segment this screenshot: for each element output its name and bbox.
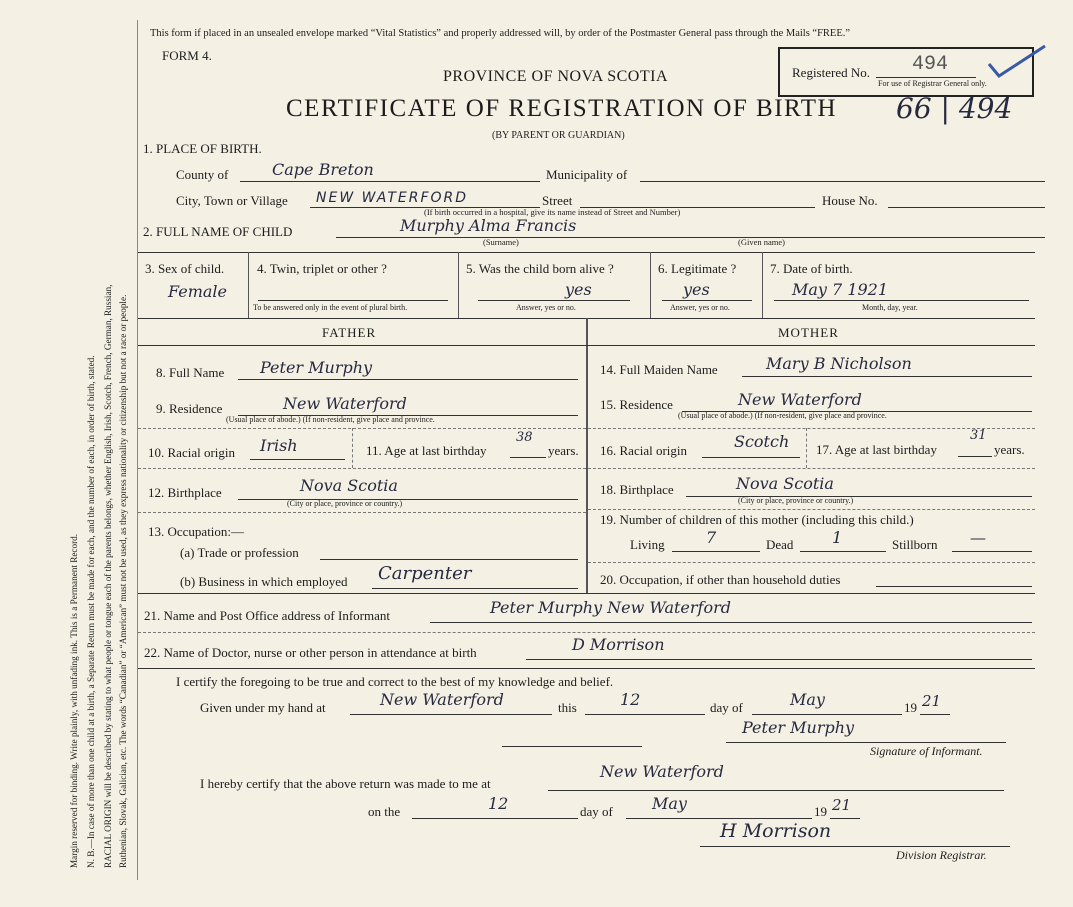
mother-name-value: Mary B Nicholson <box>766 354 912 373</box>
dead-value: 1 <box>832 528 843 547</box>
registered-number: 494 <box>912 53 949 76</box>
registrar-place-value: New Waterford <box>600 762 724 781</box>
mother-name-label: 14. Full Maiden Name <box>600 362 718 377</box>
registrar-dayof-label: day of <box>580 804 613 819</box>
house-number-label: House No. <box>822 193 878 208</box>
informant-label: 21. Name and Post Office address of Informant <box>144 608 390 623</box>
mother-age-value: 31 <box>970 428 987 443</box>
mother-birthplace-note: (City or place, province or country.) <box>738 496 854 505</box>
margin-note-1: Margin reserved for binding. Write plainly, with unfading ink. This is a Permanent Record. <box>69 533 79 868</box>
mother-heading: MOTHER <box>778 325 839 340</box>
mother-racial-value: Scotch <box>734 432 790 451</box>
date-of-birth-value: May 7 1921 <box>792 280 889 299</box>
place-of-birth-label: 1. PLACE OF BIRTH. <box>143 141 262 156</box>
father-racial-value: Irish <box>260 436 298 455</box>
certify-day-value: 12 <box>620 690 641 709</box>
father-age-value: 38 <box>516 430 533 445</box>
legitimate-label: 6. Legitimate ? <box>658 261 737 276</box>
doctor-label: 22. Name of Doctor, nurse or other person in attendance at birth <box>144 645 477 660</box>
postal-notice: This form if placed in an unsealed envelope marked “Vital Statistics” and properly addressed will, by order of the Postmaster General pass through the Mails “FREE.” <box>150 28 851 39</box>
mother-residence-label: 15. Residence <box>600 397 673 412</box>
mother-children-label: 19. Number of children of this mother (including this child.) <box>600 512 914 527</box>
twin-label: 4. Twin, triplet or other ? <box>257 261 387 276</box>
checkmark-icon <box>985 42 1050 82</box>
father-birthplace-note: (City or place, province or country.) <box>287 499 403 508</box>
certify-dayof-label: day of <box>710 700 743 715</box>
registrar-text: I hereby certify that the above return was made to me at <box>200 776 491 791</box>
child-name-label: 2. FULL NAME OF CHILD <box>143 224 293 239</box>
margin-divider <box>137 20 138 880</box>
dead-label: Dead <box>766 537 794 552</box>
surname-note: (Surname) <box>483 237 519 247</box>
mother-racial-label: 16. Racial origin <box>600 443 688 458</box>
legitimate-note: Answer, yes or no. <box>670 303 730 312</box>
twin-note: To be answered only in the event of plural birth. <box>253 303 408 312</box>
province-heading: PROVINCE OF NOVA SCOTIA <box>443 68 669 85</box>
certify-this-label: this <box>558 700 577 715</box>
stillborn-value: — <box>970 528 986 547</box>
father-age-label: 11. Age at last birthday <box>366 443 487 458</box>
date-of-birth-label: 7. Date of birth. <box>770 261 853 276</box>
father-residence-note: (Usual place of abode.) (If non-resident, give place and province. <box>226 415 435 424</box>
certificate-title: CERTIFICATE OF REGISTRATION OF BIRTH <box>286 95 838 122</box>
signature-of-informant-label: Signature of Informant. <box>870 744 983 758</box>
given-name-note: (Given name) <box>738 237 785 247</box>
certify-year-prefix: 19 <box>904 700 917 715</box>
sex-label: 3. Sex of child. <box>145 261 225 276</box>
given-under-label: Given under my hand at <box>200 700 326 715</box>
registrar-year-prefix: 19 <box>814 804 827 819</box>
certificate-subtitle: (BY PARENT OR GUARDIAN) <box>492 130 625 141</box>
registered-label: Registered No. <box>792 65 870 80</box>
born-alive-note: Answer, yes or no. <box>516 303 576 312</box>
registrar-signature: H Morrison <box>720 820 832 842</box>
division-registrar-label: Division Registrar. <box>896 848 987 862</box>
stillborn-label: Stillborn <box>892 537 938 552</box>
registrar-month-value: May <box>652 794 687 813</box>
father-name-label: 8. Full Name <box>156 365 225 380</box>
father-trade-label: (a) Trade or profession <box>180 545 299 560</box>
father-name-value: Peter Murphy <box>260 358 373 377</box>
doctor-value: D Morrison <box>572 635 665 654</box>
handwritten-registration-number: 66 | 494 <box>896 92 1013 125</box>
father-occupation-label: 13. Occupation:— <box>148 524 245 539</box>
certify-month-value: May <box>790 690 825 709</box>
given-place-value: New Waterford <box>380 690 504 709</box>
mother-residence-value: New Waterford <box>738 390 862 409</box>
county-value: Cape Breton <box>272 160 374 179</box>
mother-birthplace-label: 18. Birthplace <box>600 482 674 497</box>
mother-age-years: years. <box>994 442 1025 457</box>
mother-residence-note: (Usual place of abode.) (If non-resident, give place and province. <box>678 411 887 420</box>
mother-age-label: 17. Age at last birthday <box>816 442 937 457</box>
father-birthplace-label: 12. Birthplace <box>148 485 222 500</box>
born-alive-value: yes <box>565 280 592 299</box>
registrar-day-value: 12 <box>488 794 509 813</box>
mother-occupation-label: 20. Occupation, if other than household duties <box>600 572 841 587</box>
form-number: FORM 4. <box>162 48 212 63</box>
living-label: Living <box>630 537 665 552</box>
child-name-value: Murphy Alma Francis <box>400 216 577 235</box>
living-value: 7 <box>706 528 717 547</box>
father-heading: FATHER <box>322 325 377 340</box>
certify-text: I certify the foregoing to be true and correct to the best of my knowledge and belief. <box>176 674 614 689</box>
father-residence-value: New Waterford <box>283 394 407 413</box>
informant-signature: Peter Murphy <box>742 718 855 737</box>
informant-value: Peter Murphy New Waterford <box>490 598 731 617</box>
born-alive-label: 5. Was the child born alive ? <box>466 261 614 276</box>
date-of-birth-note: Month, day, year. <box>862 303 918 312</box>
margin-note-2: N. B.—In case of more than one child at a birth, a Separate Return must be made for each, and the number of each, in order of birth, stated. <box>86 355 96 868</box>
municipality-label: Municipality of <box>546 167 628 182</box>
certify-year-value: 21 <box>922 692 942 710</box>
street-label: Street <box>542 193 573 208</box>
registrar-on-label: on the <box>368 804 401 819</box>
sex-value: Female <box>168 282 227 301</box>
city-label: City, Town or Village <box>176 193 288 208</box>
margin-note-3: RACIAL ORIGIN will be described by stating to what people or tongue each of the parents belongs, whether English, Irish, Scotch, French, German, Russian, <box>103 284 113 868</box>
county-label: County of <box>176 167 229 182</box>
margin-note-4: Ruthenian, Slovak, Galician, etc. The words “Canadian” or “American” must not be used, as they express nationality or citizenship but not a race or people. <box>118 294 128 868</box>
registrar-year-value: 21 <box>832 796 852 814</box>
father-racial-label: 10. Racial origin <box>148 445 236 460</box>
hospital-note: (If birth occurred in a hospital, give its name instead of Street and Number) <box>424 207 681 217</box>
mother-birthplace-value: Nova Scotia <box>736 474 834 493</box>
legitimate-value: yes <box>683 280 710 299</box>
margin-notes <box>0 0 138 907</box>
city-value: NEW WATERFORD <box>316 190 469 206</box>
father-business-label: (b) Business in which employed <box>180 574 348 589</box>
registered-note: For use of Registrar General only. <box>878 79 987 88</box>
father-age-years: years. <box>548 443 579 458</box>
father-business-value: Carpenter <box>378 563 472 584</box>
father-residence-label: 9. Residence <box>156 401 223 416</box>
father-birthplace-value: Nova Scotia <box>300 476 398 495</box>
